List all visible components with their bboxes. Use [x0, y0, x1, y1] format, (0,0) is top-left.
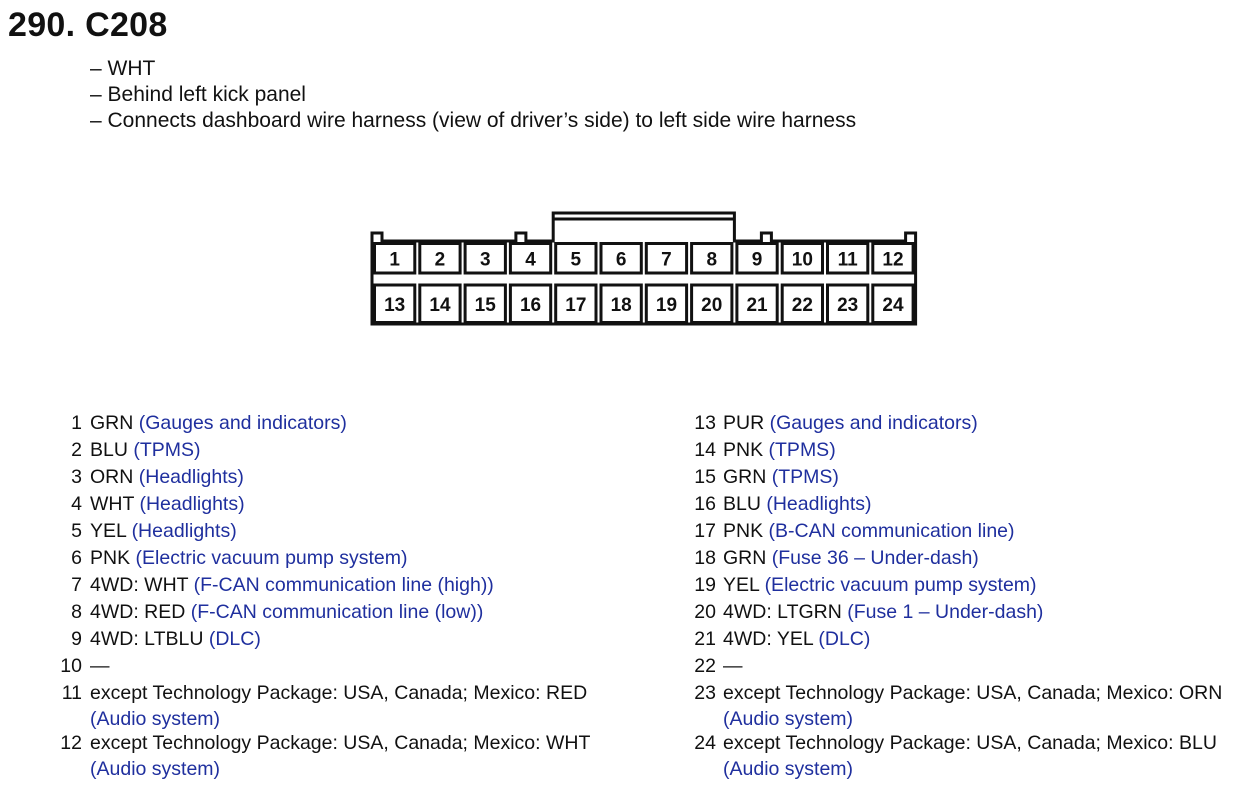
note-connects: – Connects dashboard wire harness (view of driver’s side) to left side wire harness	[90, 109, 857, 132]
pin-row-number: 2	[71, 439, 82, 461]
pin-row-number: 21	[694, 628, 716, 650]
wire-color: BLU	[723, 493, 761, 515]
pin-number-22: 22	[791, 294, 813, 316]
circuit-name: (Headlights)	[131, 520, 237, 542]
pin-number-6: 6	[615, 249, 627, 271]
pin-number-4: 4	[525, 249, 536, 271]
wire-color: except Technology Package: USA, Canada; Mexico: WHT	[90, 732, 591, 754]
wire-color: 4WD: LTBLU	[90, 628, 209, 650]
pin-row-number: 24	[694, 732, 716, 754]
circuit-name: (Audio system)	[90, 758, 221, 780]
pin-row-number: 14	[694, 439, 716, 461]
pin-number-7: 7	[661, 249, 672, 271]
pin-row-number: 12	[60, 732, 82, 754]
pin-number-2: 2	[434, 249, 446, 271]
pin-row-number: 23	[694, 682, 716, 704]
circuit-name: (TPMS)	[768, 439, 836, 461]
circuit-name: (Headlights)	[766, 493, 872, 515]
pin-row-number: 7	[71, 574, 82, 596]
circuit-name: (Headlights)	[138, 466, 244, 488]
circuit-name: (Gauges and indicators)	[769, 412, 978, 434]
wire-color: PNK	[723, 439, 764, 461]
circuit-name: (DLC)	[818, 628, 871, 650]
pin-row-number: 20	[694, 601, 716, 623]
pin-row-number: 1	[71, 412, 82, 434]
pin-number-16: 16	[519, 294, 542, 316]
circuit-name: (Electric vacuum pump system)	[135, 547, 408, 569]
wire-color: GRN	[90, 412, 134, 434]
circuit-name: (Fuse 36 – Under-dash)	[771, 547, 979, 569]
connector-housing	[372, 213, 916, 324]
circuit-name: (F-CAN communication line (low))	[190, 601, 484, 623]
pin-row-number: 16	[694, 493, 716, 515]
pin-row-number: 10	[60, 655, 82, 677]
wire-color: ORN	[90, 466, 134, 488]
pin-row-number: 4	[71, 493, 82, 515]
circuit-name: (TPMS)	[133, 439, 201, 461]
pin-row-number: 17	[694, 520, 716, 542]
pin-number-23: 23	[837, 294, 859, 316]
pin-number-1: 1	[389, 249, 400, 271]
pin-row-number: 22	[694, 655, 716, 677]
pin-row-number: 6	[71, 547, 82, 569]
wire-color: —	[723, 655, 743, 677]
circuit-name: (Audio system)	[723, 758, 854, 780]
wire-color: 4WD: WHT	[90, 574, 189, 596]
pin-number-14: 14	[429, 294, 451, 316]
pin-number-21: 21	[746, 294, 768, 316]
circuit-name: (B-CAN communication line)	[768, 520, 1015, 542]
wire-color: PNK	[90, 547, 131, 569]
pin-number-8: 8	[706, 249, 718, 271]
wire-color: YEL	[90, 520, 127, 542]
wire-color: PUR	[723, 412, 765, 434]
circuit-name: (Fuse 1 – Under-dash)	[847, 601, 1044, 623]
wire-color: 4WD: LTGRN	[723, 601, 848, 623]
pin-number-5: 5	[570, 249, 582, 271]
pin-number-12: 12	[882, 249, 904, 271]
connector-diagram	[364, 203, 924, 343]
wire-color: BLU	[90, 439, 128, 461]
wire-color: 4WD: RED	[90, 601, 186, 623]
pin-row-number: 11	[61, 682, 82, 704]
circuit-name: (Audio system)	[90, 708, 221, 730]
pin-number-10: 10	[791, 249, 813, 271]
circuit-name: (Gauges and indicators)	[138, 412, 347, 434]
note-location: – Behind left kick panel	[90, 83, 306, 106]
wire-color: YEL	[723, 574, 760, 596]
wire-color: GRN	[723, 466, 767, 488]
pin-row-number: 5	[71, 520, 82, 542]
pin-number-20: 20	[701, 294, 723, 316]
wire-color: WHT	[90, 493, 135, 515]
wire-color: PNK	[723, 520, 764, 542]
pin-number-18: 18	[610, 294, 632, 316]
wire-color: 4WD: YEL	[723, 628, 813, 650]
pin-number-9: 9	[751, 249, 763, 271]
circuit-name: (Audio system)	[723, 708, 854, 730]
pin-row-number: 19	[694, 574, 716, 596]
circuit-name: (Electric vacuum pump system)	[764, 574, 1037, 596]
page-title: 290. C208	[8, 6, 168, 44]
wire-color: except Technology Package: USA, Canada; Mexico: ORN	[723, 682, 1223, 704]
wire-color: except Technology Package: USA, Canada; Mexico: RED	[90, 682, 588, 704]
pin-row-number: 3	[71, 466, 82, 488]
circuit-name: (F-CAN communication line (high))	[193, 574, 494, 596]
pin-number-19: 19	[655, 294, 678, 316]
circuit-name: (DLC)	[208, 628, 261, 650]
connector-cells	[375, 244, 914, 323]
pin-number-3: 3	[479, 249, 491, 271]
pin-number-17: 17	[565, 294, 587, 316]
circuit-name: (TPMS)	[771, 466, 839, 488]
pin-number-11: 11	[837, 249, 858, 271]
note-color: – WHT	[90, 57, 156, 80]
pin-row-number: 13	[694, 412, 716, 434]
pin-row-number: 15	[694, 466, 716, 488]
circuit-name: (Headlights)	[139, 493, 245, 515]
pin-row-number: 18	[694, 547, 716, 569]
pin-number-13: 13	[384, 294, 406, 316]
wire-color: GRN	[723, 547, 767, 569]
wire-color: except Technology Package: USA, Canada; Mexico: BLU	[723, 732, 1217, 754]
pin-row-number: 9	[71, 628, 82, 650]
pin-row-number: 8	[71, 601, 82, 623]
wire-color: —	[90, 655, 110, 677]
pin-number-24: 24	[882, 294, 904, 316]
pin-number-15: 15	[474, 294, 496, 316]
